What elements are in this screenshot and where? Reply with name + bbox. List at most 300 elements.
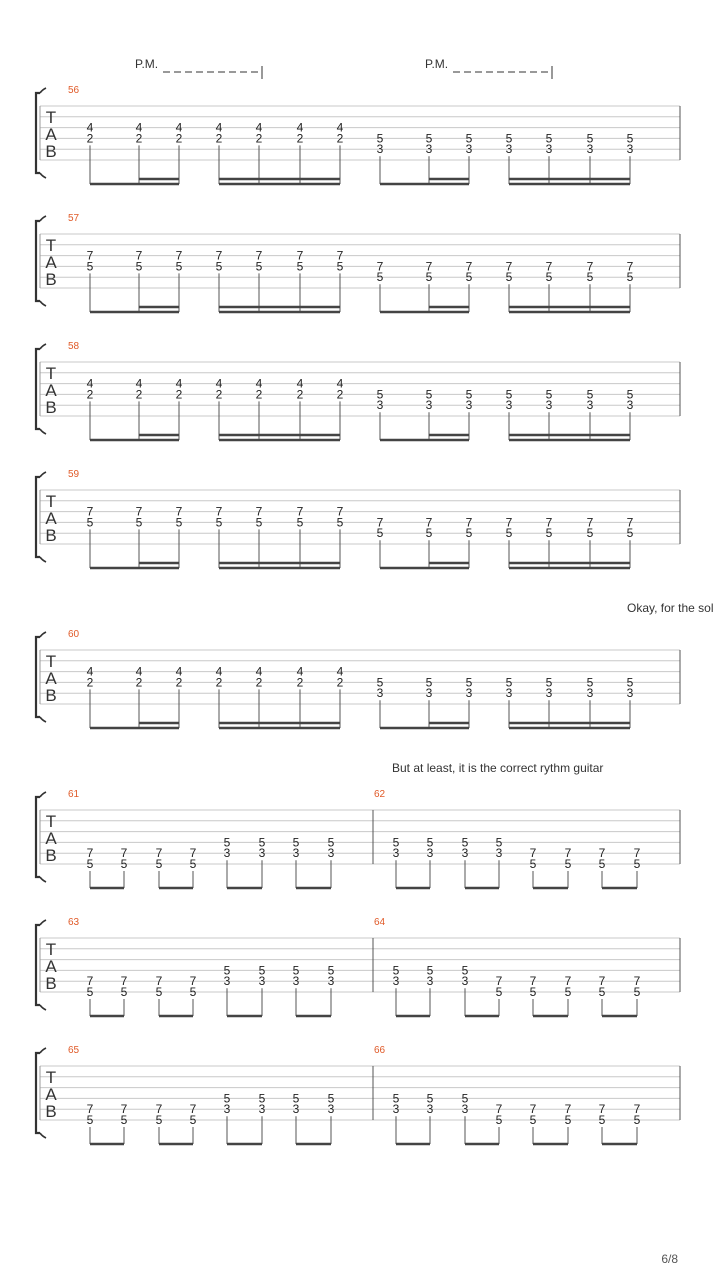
fret-number: 4 [255, 664, 263, 679]
fret-number: 4 [296, 120, 304, 135]
tab-clef-letter: B [45, 1101, 57, 1121]
fret-number: 5 [426, 835, 434, 850]
fret-number: 5 [633, 1113, 641, 1127]
staff-system [36, 789, 680, 888]
fret-number: 3 [223, 974, 231, 989]
fret-number: 5 [425, 387, 433, 402]
fret-number: 4 [296, 376, 304, 391]
fret-number: 7 [155, 1102, 163, 1117]
fret-number: 5 [598, 985, 606, 999]
bar-number: 61 [68, 789, 80, 800]
fret-number: 7 [495, 974, 503, 989]
fret-number: 2 [215, 675, 223, 690]
staff-system [36, 213, 680, 312]
bracket-hook [40, 472, 46, 477]
fret-number: 7 [564, 974, 572, 989]
fret-number: 3 [392, 1102, 400, 1117]
fret-number: 5 [258, 963, 266, 978]
fret-number: 2 [135, 131, 143, 146]
fret-number: 5 [425, 675, 433, 690]
fret-number: 5 [495, 985, 503, 999]
bracket-hook [40, 301, 46, 306]
fret-number: 7 [86, 504, 94, 519]
fret-number: 7 [135, 504, 143, 519]
fret-number: 3 [327, 974, 335, 989]
fret-number: 5 [120, 857, 128, 871]
fret-number: 5 [529, 857, 537, 871]
tab-clef-letter: B [45, 973, 57, 993]
fret-number: 5 [505, 270, 513, 285]
fret-number: 7 [336, 248, 344, 263]
fret-number: 5 [86, 985, 94, 999]
fret-number: 7 [505, 515, 513, 530]
system-bracket [36, 797, 40, 877]
tab-clef-letter: B [45, 141, 57, 161]
fret-number: 5 [86, 1113, 94, 1127]
fret-number: 3 [545, 398, 553, 413]
fret-number: 7 [425, 259, 433, 274]
fret-number: 3 [461, 974, 469, 989]
palm-mute-extension-line [453, 66, 552, 79]
fret-number: 7 [215, 248, 223, 263]
tab-clef-letter: T [45, 1067, 57, 1087]
fret-number: 3 [586, 142, 594, 157]
fret-number: 3 [545, 686, 553, 701]
fret-number: 5 [392, 963, 400, 978]
fret-number: 7 [586, 259, 594, 274]
fret-number: 7 [626, 515, 634, 530]
fret-number: 3 [425, 142, 433, 157]
bar-number: 65 [68, 1045, 80, 1056]
fret-number: 5 [465, 675, 473, 690]
fret-number: 3 [545, 142, 553, 157]
system-bracket [36, 477, 40, 557]
fret-number: 4 [175, 120, 183, 135]
fret-number: 7 [86, 248, 94, 263]
fret-number: 4 [86, 376, 94, 391]
bracket-hook [40, 429, 46, 434]
fret-number: 5 [135, 259, 143, 274]
fret-number: 5 [545, 387, 553, 402]
fret-number: 5 [258, 1091, 266, 1106]
fret-number: 7 [465, 515, 473, 530]
fret-number: 5 [545, 270, 553, 285]
fret-number: 5 [296, 515, 304, 530]
fret-number: 5 [155, 985, 163, 999]
tab-clef-letter: A [45, 828, 57, 848]
fret-number: 4 [296, 664, 304, 679]
fret-number: 3 [505, 398, 513, 413]
fret-number: 2 [336, 387, 344, 402]
bracket-hook [40, 920, 46, 925]
system-bracket [36, 349, 40, 429]
fret-number: 3 [258, 846, 266, 861]
fret-number: 5 [189, 857, 197, 871]
fret-number: 4 [86, 664, 94, 679]
fret-number: 7 [626, 259, 634, 274]
fret-number: 5 [189, 1113, 197, 1127]
fret-number: 7 [598, 1102, 606, 1117]
fret-number: 5 [155, 1113, 163, 1127]
fret-number: 5 [327, 1091, 335, 1106]
fret-number: 4 [336, 664, 344, 679]
fret-number: 5 [376, 387, 384, 402]
tab-clef-letter: T [45, 811, 57, 831]
fret-number: 5 [626, 270, 634, 285]
fret-number: 5 [529, 1113, 537, 1127]
bracket-hook [40, 717, 46, 722]
fret-number: 4 [175, 664, 183, 679]
fret-number: 7 [529, 974, 537, 989]
fret-number: 5 [376, 270, 384, 285]
fret-number: 5 [626, 675, 634, 690]
fret-number: 5 [292, 963, 300, 978]
annotation-solo-note: Okay, for the sol [627, 601, 714, 615]
fret-number: 7 [598, 846, 606, 861]
tab-clef-letter: B [45, 685, 57, 705]
fret-number: 4 [255, 120, 263, 135]
fret-number: 5 [135, 515, 143, 530]
fret-number: 2 [175, 131, 183, 146]
fret-number: 5 [86, 259, 94, 274]
fret-number: 4 [215, 376, 223, 391]
fret-number: 5 [86, 857, 94, 871]
fret-number: 5 [626, 387, 634, 402]
fret-number: 5 [120, 1113, 128, 1127]
tab-clef-letter: B [45, 845, 57, 865]
fret-number: 7 [189, 974, 197, 989]
fret-number: 5 [495, 835, 503, 850]
tab-clef-letter: T [45, 363, 57, 383]
fret-number: 2 [296, 675, 304, 690]
fret-number: 5 [505, 526, 513, 541]
fret-number: 7 [633, 1102, 641, 1117]
fret-number: 4 [255, 376, 263, 391]
fret-number: 7 [120, 1102, 128, 1117]
palm-mute-label: P.M. [425, 57, 449, 71]
staff-system [36, 917, 680, 1016]
bar-number: 64 [374, 917, 386, 928]
bracket-hook [40, 173, 46, 178]
fret-number: 7 [529, 1102, 537, 1117]
system-bracket [36, 925, 40, 1005]
fret-number: 5 [465, 526, 473, 541]
staff-system [36, 85, 680, 184]
fret-number: 7 [120, 974, 128, 989]
fret-number: 4 [215, 664, 223, 679]
bracket-hook [40, 216, 46, 221]
tab-clef-letter: A [45, 380, 57, 400]
fret-number: 3 [461, 846, 469, 861]
fret-number: 7 [505, 259, 513, 274]
fret-number: 7 [529, 846, 537, 861]
fret-number: 4 [215, 120, 223, 135]
fret-number: 5 [545, 675, 553, 690]
fret-number: 3 [426, 846, 434, 861]
tab-clef-letter: T [45, 107, 57, 127]
fret-number: 5 [327, 963, 335, 978]
tab-clef-letter: T [45, 491, 57, 511]
fret-number: 2 [86, 387, 94, 402]
fret-number: 7 [586, 515, 594, 530]
fret-number: 5 [461, 963, 469, 978]
palm-mute-extension-line [163, 66, 262, 79]
fret-number: 5 [292, 835, 300, 850]
fret-number: 3 [376, 142, 384, 157]
fret-number: 7 [376, 515, 384, 530]
system-bracket [36, 637, 40, 717]
fret-number: 2 [175, 675, 183, 690]
fret-number: 4 [86, 120, 94, 135]
fret-number: 5 [564, 1113, 572, 1127]
fret-number: 7 [598, 974, 606, 989]
staff-system [36, 629, 680, 728]
fret-number: 4 [135, 376, 143, 391]
fret-number: 2 [86, 675, 94, 690]
fret-number: 3 [426, 974, 434, 989]
tab-clef-letter: B [45, 525, 57, 545]
tab-clef-letter: T [45, 235, 57, 255]
fret-number: 2 [86, 131, 94, 146]
fret-number: 7 [545, 515, 553, 530]
fret-number: 5 [120, 985, 128, 999]
bar-number: 63 [68, 917, 80, 928]
fret-number: 3 [392, 846, 400, 861]
fret-number: 5 [255, 515, 263, 530]
fret-number: 5 [564, 985, 572, 999]
fret-number: 5 [296, 259, 304, 274]
fret-number: 4 [336, 376, 344, 391]
fret-number: 5 [598, 1113, 606, 1127]
fret-number: 7 [376, 259, 384, 274]
fret-number: 5 [461, 835, 469, 850]
fret-number: 3 [586, 686, 594, 701]
fret-number: 5 [376, 131, 384, 146]
system-bracket [36, 1053, 40, 1133]
fret-number: 3 [425, 686, 433, 701]
fret-number: 7 [633, 846, 641, 861]
fret-number: 7 [296, 504, 304, 519]
tab-clef-letter: T [45, 939, 57, 959]
fret-number: 2 [215, 131, 223, 146]
fret-number: 3 [626, 398, 634, 413]
fret-number: 4 [336, 120, 344, 135]
fret-number: 5 [529, 985, 537, 999]
fret-number: 5 [223, 1091, 231, 1106]
fret-number: 5 [86, 515, 94, 530]
fret-number: 7 [175, 504, 183, 519]
fret-number: 7 [86, 974, 94, 989]
staff-system [36, 341, 680, 440]
bar-number: 57 [68, 213, 80, 224]
fret-number: 5 [425, 526, 433, 541]
fret-number: 3 [505, 142, 513, 157]
fret-number: 7 [336, 504, 344, 519]
fret-number: 5 [505, 387, 513, 402]
tab-clef-letter: A [45, 252, 57, 272]
fret-number: 5 [465, 270, 473, 285]
fret-number: 7 [120, 846, 128, 861]
fret-number: 5 [215, 259, 223, 274]
fret-number: 7 [175, 248, 183, 263]
fret-number: 5 [392, 1091, 400, 1106]
fret-number: 3 [223, 846, 231, 861]
fret-number: 5 [258, 835, 266, 850]
fret-number: 5 [215, 515, 223, 530]
tab-clef-letter: B [45, 269, 57, 289]
fret-number: 5 [223, 963, 231, 978]
fret-number: 2 [255, 387, 263, 402]
fret-number: 5 [425, 131, 433, 146]
fret-number: 7 [215, 504, 223, 519]
fret-number: 4 [135, 120, 143, 135]
bracket-hook [40, 1005, 46, 1010]
bracket-hook [40, 877, 46, 882]
fret-number: 4 [135, 664, 143, 679]
fret-number: 3 [495, 846, 503, 861]
fret-number: 5 [495, 1113, 503, 1127]
fret-number: 7 [255, 248, 263, 263]
fret-number: 3 [258, 974, 266, 989]
annotation-rhythm-note: But at least, it is the correct rythm guitar [392, 761, 604, 775]
fret-number: 5 [461, 1091, 469, 1106]
fret-number: 5 [376, 526, 384, 541]
fret-number: 2 [215, 387, 223, 402]
staff-systems [36, 85, 680, 1144]
fret-number: 7 [564, 1102, 572, 1117]
fret-number: 5 [327, 835, 335, 850]
fret-number: 7 [155, 846, 163, 861]
fret-number: 3 [465, 142, 473, 157]
fret-number: 5 [189, 985, 197, 999]
fret-number: 5 [175, 259, 183, 274]
fret-number: 3 [292, 1102, 300, 1117]
fret-number: 2 [135, 675, 143, 690]
fret-number: 2 [296, 387, 304, 402]
fret-number: 5 [426, 1091, 434, 1106]
bar-number: 60 [68, 629, 80, 640]
fret-number: 7 [296, 248, 304, 263]
fret-number: 7 [86, 846, 94, 861]
fret-number: 3 [586, 398, 594, 413]
fret-number: 3 [327, 846, 335, 861]
fret-number: 5 [626, 526, 634, 541]
fret-number: 5 [336, 259, 344, 274]
fret-number: 4 [175, 376, 183, 391]
fret-number: 5 [586, 387, 594, 402]
bar-number: 58 [68, 341, 80, 352]
palm-mute-label: P.M. [135, 57, 159, 71]
fret-number: 5 [465, 131, 473, 146]
fret-number: 5 [633, 985, 641, 999]
bar-number: 59 [68, 469, 80, 480]
fret-number: 5 [292, 1091, 300, 1106]
fret-number: 5 [336, 515, 344, 530]
fret-number: 5 [255, 259, 263, 274]
tab-clef-letter: A [45, 668, 57, 688]
fret-number: 7 [189, 846, 197, 861]
staff-system [36, 1045, 680, 1144]
fret-number: 3 [426, 1102, 434, 1117]
fret-number: 5 [426, 963, 434, 978]
fret-number: 5 [545, 131, 553, 146]
fret-number: 7 [633, 974, 641, 989]
page-indicator: 6/8 [661, 1252, 678, 1266]
bracket-hook [40, 1133, 46, 1138]
fret-number: 3 [292, 974, 300, 989]
tab-clef-letter: A [45, 1084, 57, 1104]
fret-number: 5 [586, 131, 594, 146]
fret-number: 5 [586, 675, 594, 690]
fret-number: 7 [155, 974, 163, 989]
fret-number: 7 [545, 259, 553, 274]
fret-number: 7 [255, 504, 263, 519]
tab-clef-letter: A [45, 956, 57, 976]
bar-number: 62 [374, 789, 386, 800]
fret-number: 7 [135, 248, 143, 263]
system-bracket [36, 221, 40, 301]
fret-number: 7 [564, 846, 572, 861]
fret-number: 3 [392, 974, 400, 989]
fret-number: 7 [86, 1102, 94, 1117]
bracket-hook [40, 88, 46, 93]
fret-number: 3 [461, 1102, 469, 1117]
tab-clef-letter: T [45, 651, 57, 671]
tab-clef-letter: A [45, 508, 57, 528]
bracket-hook [40, 632, 46, 637]
fret-number: 5 [223, 835, 231, 850]
bracket-hook [40, 792, 46, 797]
fret-number: 7 [465, 259, 473, 274]
fret-number: 3 [626, 686, 634, 701]
fret-number: 7 [495, 1102, 503, 1117]
fret-number: 5 [505, 131, 513, 146]
tab-clef-letter: B [45, 397, 57, 417]
fret-number: 2 [175, 387, 183, 402]
fret-number: 2 [336, 131, 344, 146]
fret-number: 5 [376, 675, 384, 690]
bracket-hook [40, 557, 46, 562]
fret-number: 2 [255, 131, 263, 146]
fret-number: 2 [296, 131, 304, 146]
fret-number: 5 [626, 131, 634, 146]
fret-number: 3 [327, 1102, 335, 1117]
fret-number: 5 [564, 857, 572, 871]
bracket-hook [40, 344, 46, 349]
tab-clef-letter: A [45, 124, 57, 144]
fret-number: 3 [626, 142, 634, 157]
fret-number: 3 [425, 398, 433, 413]
fret-number: 5 [586, 270, 594, 285]
fret-number: 3 [292, 846, 300, 861]
fret-number: 3 [465, 398, 473, 413]
fret-number: 7 [425, 515, 433, 530]
fret-number: 5 [175, 515, 183, 530]
fret-number: 5 [465, 387, 473, 402]
fret-number: 3 [223, 1102, 231, 1117]
system-bracket [36, 93, 40, 173]
fret-number: 3 [465, 686, 473, 701]
fret-number: 2 [255, 675, 263, 690]
fret-number: 5 [545, 526, 553, 541]
fret-number: 5 [425, 270, 433, 285]
staff-system [36, 469, 680, 568]
fret-number: 7 [189, 1102, 197, 1117]
fret-number: 5 [505, 675, 513, 690]
fret-number: 3 [376, 686, 384, 701]
bar-number: 56 [68, 85, 80, 96]
fret-number: 3 [258, 1102, 266, 1117]
